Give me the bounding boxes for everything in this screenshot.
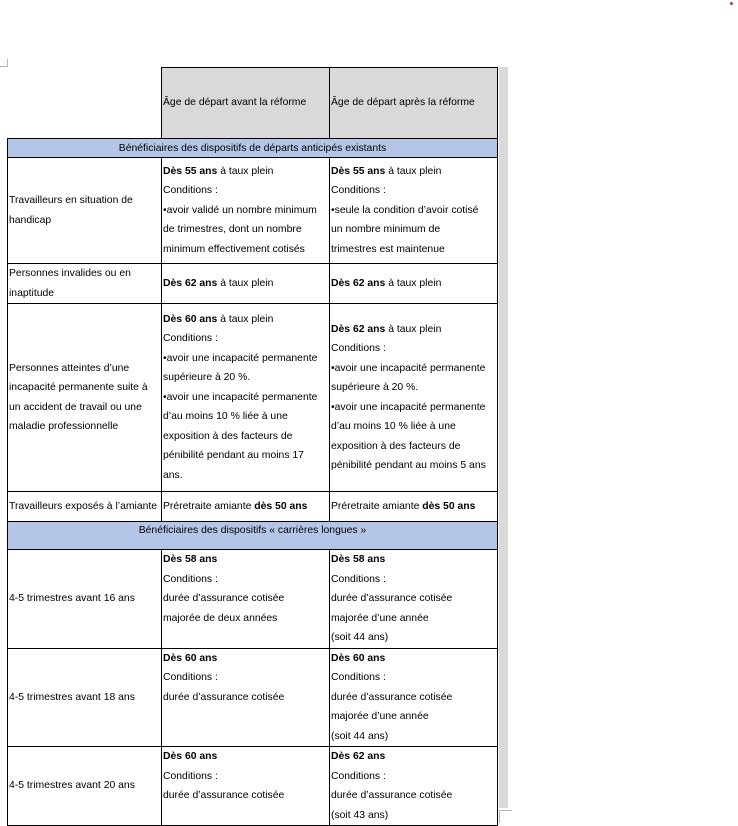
cell-line: Dès 58 ans (331, 554, 386, 565)
cell-line: un nombre minimum de (331, 224, 441, 236)
cell-after (330, 747, 498, 826)
section-title: Bénéficiaires des dispositifs de départs anticipés existants (8, 139, 498, 158)
cell-line: exposition à des facteurs de (331, 440, 461, 452)
table-row (8, 158, 498, 264)
cell-after (330, 550, 498, 649)
cell-before (162, 264, 330, 304)
page-corner-mark (499, 810, 512, 823)
cell-line: •avoir une incapacité permanente (331, 401, 486, 413)
cell-before (162, 550, 330, 649)
table-header-row (8, 68, 498, 139)
cell-before (162, 492, 330, 522)
cell-line: durée d’assurance cotisée (163, 593, 285, 604)
row-category: Travailleurs en situation de handicap (8, 158, 162, 264)
cell-after (330, 304, 498, 492)
cell-line: supérieure à 20 %. (331, 382, 419, 393)
cell-line: •avoir une incapacité permanente (163, 352, 318, 364)
cell-line: Préretraite amiante dès 50 ans (163, 500, 308, 512)
cell-line: Dès 55 ans à taux plein (331, 165, 442, 177)
cell-line: Dès 62 ans à taux plein (331, 323, 442, 335)
cell-line: Dès 60 ans (163, 751, 218, 762)
cell-after (330, 648, 498, 747)
cell-line: •avoir une incapacité permanente (163, 391, 318, 403)
cell-line: •seule la condition d’avoir cotisé (331, 204, 479, 216)
cell-line: Dès 55 ans à taux plein (163, 165, 274, 177)
row-category: 4-5 trimestres avant 16 ans (8, 550, 162, 649)
cell-before (162, 304, 330, 492)
cell-before (162, 648, 330, 747)
reform-age-table (7, 67, 498, 826)
cell-line: ans. (163, 469, 183, 481)
cell-line: de trimestres, dont un nombre (163, 224, 302, 236)
cell-line: Conditions : (331, 343, 386, 354)
cell-line: majorée d’une année (331, 612, 429, 624)
cell-line: Dès 62 ans (331, 751, 386, 762)
cell-line: Conditions : (163, 770, 218, 782)
cell-line: exposition à des facteurs de (163, 430, 293, 442)
cell-line: •avoir une incapacité permanente (331, 362, 486, 374)
red-dot-marker (730, 2, 733, 5)
cell-line: Conditions : (331, 185, 386, 197)
row-category: Personnes atteintes d’une incapacité permanente suite à un accident de travail ou une maladie professionnelle (8, 304, 162, 492)
row-category: 4-5 trimestres avant 20 ans (8, 747, 162, 826)
cell-line: Préretraite amiante dès 50 ans (331, 500, 476, 512)
cell-line: d’au moins 10 % liée à une (331, 421, 456, 432)
cell-line: Dès 62 ans à taux plein (163, 277, 274, 289)
cell-line: Conditions : (163, 185, 218, 197)
empty-corner-cell (8, 68, 162, 139)
section-row-long-careers (8, 522, 498, 550)
cell-line: Dès 60 ans à taux plein (163, 313, 274, 325)
row-category: Travailleurs exposés à l’amiante (8, 492, 162, 522)
table-side-shading (499, 67, 508, 808)
cell-line: durée d’assurance cotisée (331, 691, 453, 703)
cell-line: durée d’assurance cotisée (331, 790, 453, 801)
table-row (8, 648, 498, 747)
cell-line: (soit 44 ans) (331, 632, 389, 643)
header-before-reform: Âge de départ avant la réforme (162, 68, 330, 139)
cell-line: Conditions : (163, 672, 218, 683)
row-category: 4-5 trimestres avant 18 ans (8, 648, 162, 747)
table-row (8, 492, 498, 522)
cell-line: durée d’assurance cotisée (331, 593, 453, 604)
cell-line: supérieure à 20 %. (163, 372, 251, 384)
cell-line: pénibilité pendant au moins 5 ans (331, 460, 486, 471)
table-row (8, 304, 498, 492)
cell-line: Conditions : (331, 770, 386, 782)
cell-line: minimum effectivement cotisés (163, 243, 305, 255)
table-row (8, 747, 498, 826)
cell-line: Conditions : (331, 672, 386, 683)
header-after-reform: Âge de départ après la réforme (330, 68, 498, 139)
cell-line: durée d’assurance cotisée (163, 790, 285, 801)
cell-line: Conditions : (163, 573, 218, 585)
cell-line: durée d’assurance cotisée (163, 691, 285, 703)
cell-line: (soit 44 ans) (331, 730, 389, 742)
cell-line: trimestres est maintenue (331, 243, 445, 255)
cell-line: Dès 60 ans (331, 652, 386, 664)
cell-after (330, 492, 498, 522)
cell-after (330, 264, 498, 304)
row-category: Personnes invalides ou en inaptitude (8, 264, 162, 304)
cell-line: Conditions : (331, 573, 386, 585)
cell-line: majorée d’une année (331, 711, 429, 722)
cell-line: majorée de deux années (163, 612, 278, 624)
cell-before (162, 747, 330, 826)
cell-line: (soit 43 ans) (331, 809, 389, 821)
cell-line: d’au moins 10 % liée à une (163, 411, 288, 423)
table-row (8, 550, 498, 649)
section-title: Bénéficiaires des dispositifs « carrières longues » (8, 522, 498, 550)
cell-line: Conditions : (163, 333, 218, 345)
cell-line: Dès 58 ans (163, 554, 218, 565)
cell-line: pénibilité pendant au moins 17 (163, 450, 304, 462)
section-row-anticipated (8, 139, 498, 158)
table-row (8, 264, 498, 304)
cell-line: Dès 60 ans (163, 652, 218, 664)
cell-line: Dès 62 ans à taux plein (331, 277, 442, 289)
cell-after (330, 158, 498, 264)
cell-line: •avoir validé un nombre minimum (163, 204, 317, 216)
cell-before (162, 158, 330, 264)
page-corner-mark (0, 59, 8, 67)
